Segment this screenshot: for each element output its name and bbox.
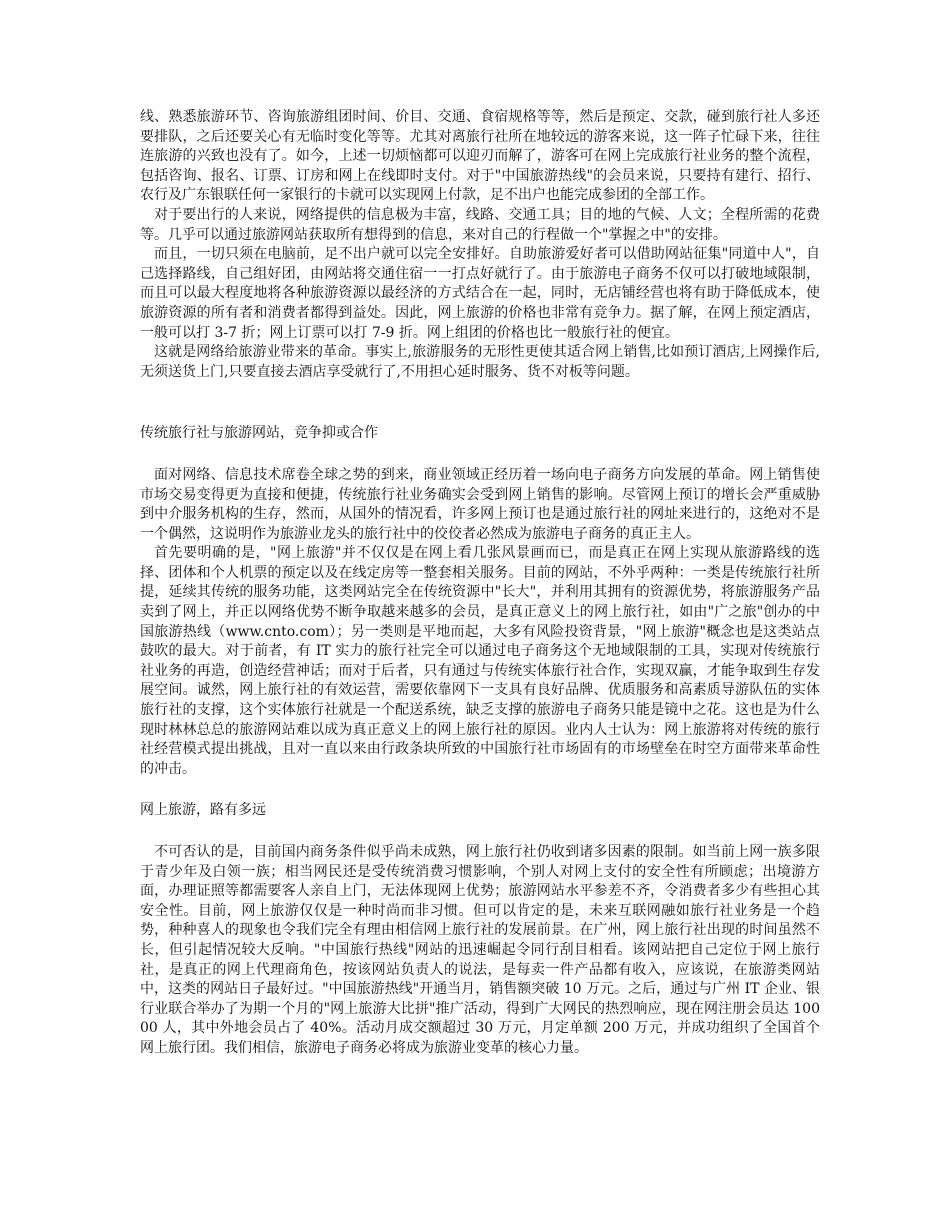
intro-paragraph-4: 这就是网络给旅游业带来的革命。事实上,旅游服务的无形性更使其适合网上销售,比如预订酒店,上网操作后,无须送货上门,只要直接去酒店享受就行了,不用担心延时服务、货不对板等问题。: [140, 344, 820, 380]
future-paragraph-1: 不可否认的是，目前国内商务条件似乎尚未成熟，网上旅行社仍收到诸多因素的限制。如当前上网一族多限于青少年及白领一族；相当网民还是受传统消费习惯影响，个别人对网上支付的安全性有所顾虑；出境游方面，办理证照等都需要客人亲自上门，无法体现网上优势；旅游网站水平参差不齐，令消费者多少有些担心其安全性。目前，网上旅游仅仅是一种时尚而非习惯。但可以肯定的是，未来互联网融如旅行社业务是一个趋势，种种喜人的现象也令我们完全有理由相信网上旅行社的发展前景。在广州，网上旅行社出现的时间虽然不长，但引起情况较大反响。"中国旅行热线"网站的迅速崛起令同行刮目相看。该网站把自己定位于网上旅行社，是真正的网上代理商角色，按该网站负责人的说法，是每卖一件产品都有收入，应该说，在旅游类网站中，这类的网站日子最好过。"中国旅游热线"开通当月，销售额突破 10 万元。之后，通过与广州 IT 企业、银行业联合举办了为期一个月的"网上旅游大比拼"推广活动，得到广大网民的热烈响应，现在网注册会员达 10000 人，其中外地会员占了 40%。活动月成交额超过 30 万元，月定单额 200 万元，并成功组织了全国首个网上旅行团。我们相信，旅游电子商务必将成为旅游业变革的核心力量。: [140, 844, 820, 1056]
section-heading-competition: 传统旅行社与旅游网站，竞争抑或合作: [140, 425, 378, 442]
heading-spacer: [140, 444, 820, 466]
competition-paragraph-1: 面对网络、信息技术席卷全球之势的到来，商业领域正经历着一场向电子商务方向发展的革命。网上销售使市场交易变得更为直接和便捷，传统旅行社业务确实会受到网上销售的影响。尽管网上预订的增长会严重威胁到中介服务机构的生存，然而，从国外的情况看，许多网上预订也是通过旅行社的网址来进行的，这绝对不是一个偶然，这说明作为旅游业龙头的旅行社中的佼佼者必然成为旅游电子商务的真正主人。: [140, 466, 820, 542]
section-spacer: [140, 382, 820, 424]
competition-paragraph-2: 首先要明确的是，"网上旅游"并不仅仅是在网上看几张风景画而已，而是真正在网上实现从旅游路线的选择、团体和个人机票的预定以及在线定房等一整套相关服务。目前的网站，不外乎两种：一类是传统旅行社所提，延续其传统的服务功能，这类网站完全在传统资源中"长大"，并利用其拥有的资源优势，将旅游服务产品卖到了网上，并正以网络优势不断争取越来越多的会员，是真正意义上的网上旅行社，如由"广之旅"创办的中国旅游热线（www.cnto.com）；另一类则是平地而起，大多有风险投资背景，"网上旅游"概念也是这类站点鼓吹的最大。对于前者，有 IT 实力的旅行社完全可以通过电子商务这个无地域限制的工具，实现对传统旅行社业务的再造，创造经营神话；而对于后者，只有通过与传统实体旅行社合作，实现双赢，才能争取到生存发展空间。诚然，网上旅行社的有效运营，需要依靠网下一支具有良好品牌、优质服务和高素质导游队伍的实体旅行社的支撑，这个实体旅行社就是一个配送系统，缺乏支撑的旅游电子商务只能是镜中之花。这也是为什么现时林林总总的旅游网站难以成为真正意义上的网上旅行社的原因。业内人士认为：网上旅游将对传统的旅行社经营模式提出挑战，且对一直以来由行政条块所致的中国旅行社市场固有的市场壁垒在时空方面带来革命性的冲击。: [140, 545, 820, 777]
section-heading-future: 网上旅游，路有多远: [140, 802, 266, 819]
intro-paragraph-1: 线、熟悉旅游环节、咨询旅游组团时间、价目、交通、食宿规格等等，然后是预定、交款，碰到旅行社人多还要排队，之后还要关心有无临时变化等等。尤其对离旅行社所在地较远的游客来说，这一阵子忙碌下来，往往连旅游的兴致也没有了。如今，上述一切烦恼都可以迎刃而解了，游客可在网上完成旅行社业务的整个流程，包括咨询、报名、订票、订房和网上在线即时支付。对于"中国旅游热线"的会员来说，只要持有建行、招行、农行及广东银联任何一家银行的卡就可以实现网上付款，足不出户也能完成参团的全部工作。: [140, 109, 820, 204]
document-body: [140, 108, 820, 1059]
intro-paragraph-3: 而且，一切只须在电脑前，足不出户就可以完全安排好。自助旅游爱好者可以借助网站征集"同道中人"，自己选择路线，自己组好团，由网站将交通住宿一一打点好就行了。由于旅游电子商务不仅可以打破地域限制，而且可以最大程度地将各种旅游资源以最经济的方式结合在一起，同时，无店铺经营也将有助于降低成本，使旅游资源的所有者和消费者都得到益处。因此，网上旅游的价格也非常有竞争力。据了解，在网上预定酒店，一般可以打 3-7 折；网上订票可以打 7-9 折。网上组团的价格也比一般旅行社的便宜。: [140, 246, 820, 341]
intro-paragraph-2: 对于要出行的人来说，网络提供的信息极为丰富，线路、交通工具；目的地的气候、人文；全程所需的花费等。几乎可以通过旅游网站获取所有想得到的信息，来对自己的行程做一个"掌握之中"的安排。: [140, 206, 820, 243]
section-spacer: [140, 779, 820, 801]
heading-spacer: [140, 821, 820, 843]
